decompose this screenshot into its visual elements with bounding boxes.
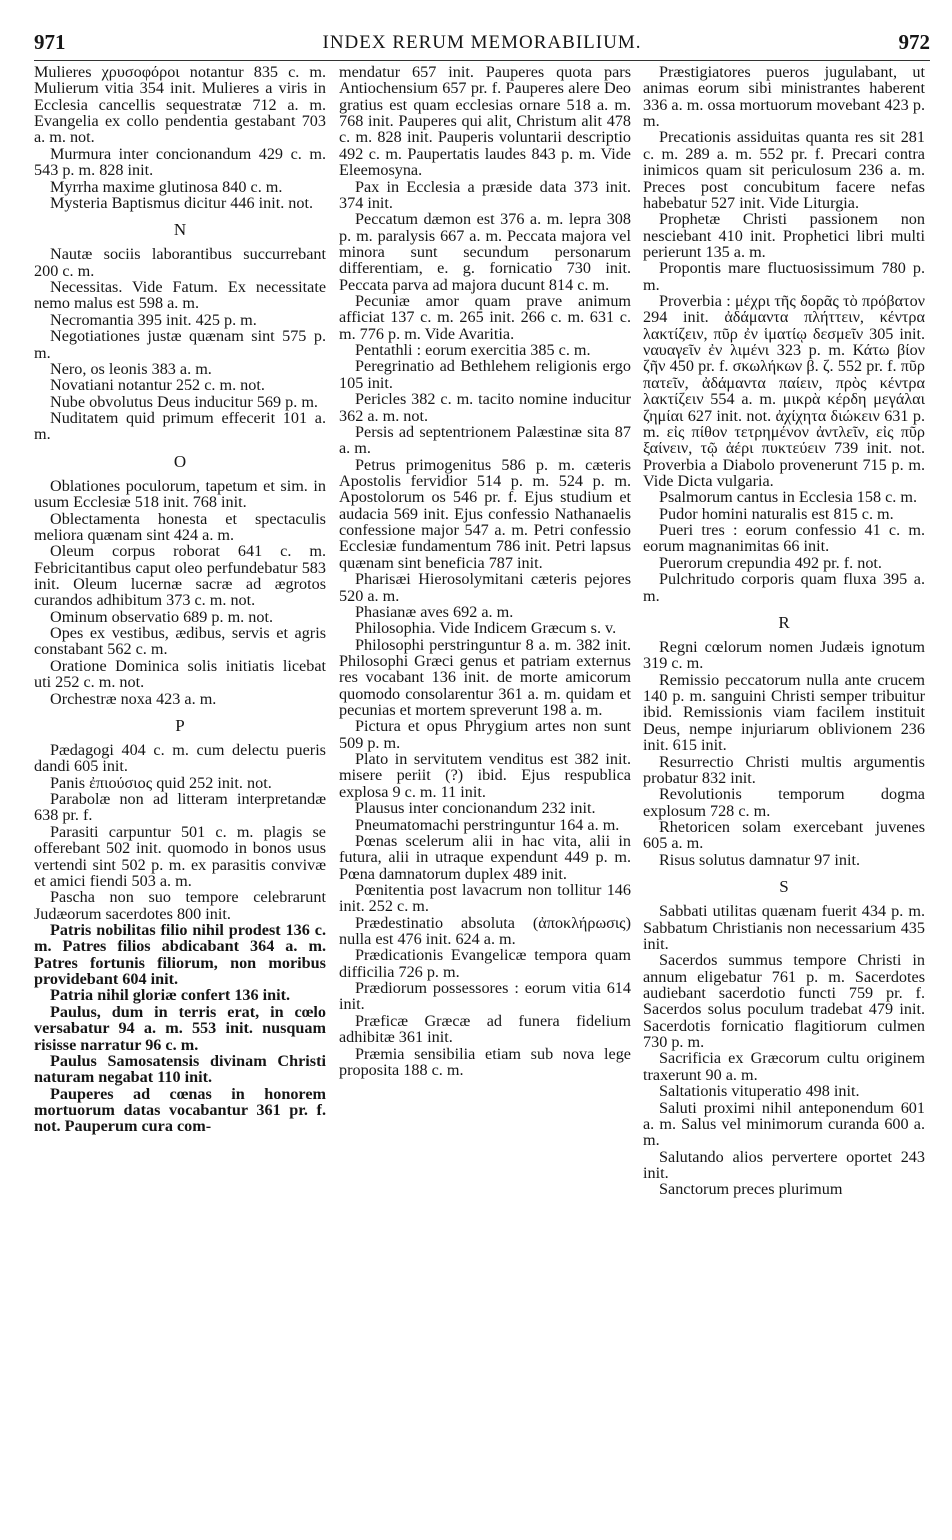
index-entry: Psalmorum cantus in Ecclesia 158 c. m. — [659, 488, 918, 507]
index-entry: Pecuniæ amor quam prave animum afficiat 137 c. m. 265 init. 266 c. m. 631 c. m. 776 p. m. Vide Avaritia. — [339, 292, 631, 343]
index-entry: Præstigiatores pueros jugulabant, ut animas eorum sibi ministrantes haberent 336 a. m. ossa mortuorum movebant 423 p. m. — [643, 64, 925, 131]
index-entry: Phasianæ aves 692 a. m. — [355, 602, 514, 621]
index-entry: Ominum observatio 689 p. m. not. — [50, 607, 274, 626]
index-entry: Salutando alios pervertere oportet 243 init. — [643, 1147, 925, 1182]
index-entry: Plausus inter concionandum 232 init. — [355, 799, 596, 818]
index-entry: Pharisæi Hierosolymitani cæteris pejores 520 a. m. — [339, 570, 631, 605]
index-entry: Paulus, dum in terris erat, in cœlo versabatur 94 a. m. 553 init. nusquam risisse narratur 96 c. m. — [34, 1002, 326, 1054]
index-entry: Remissio peccatorum nulla ante crucem 140 p. m. sanguini Christi semper tribuitur ibid. Remissionis viam facilem instituit Deus, nempe injuriarum oblivionem 236 init. 615 init. — [643, 670, 925, 755]
index-entry: Patria nihil gloriæ confert 136 init. — [50, 986, 291, 1005]
index-entry: Mysteria Baptismus dicitur 446 init. not. — [50, 193, 314, 212]
header-rule — [34, 60, 930, 61]
index-entry: Oratione Dominica solis initiatis licebat uti 252 c. m. not. — [34, 656, 326, 692]
index-entry: Revolutionis temporum dogma explosum 728 c. m. — [643, 785, 925, 820]
index-entry: Panis ἐπιούσιος quid 252 init. not. — [50, 773, 272, 792]
index-entry: Sacrificia ex Græcorum cultu originem traxerunt 90 a. m. — [643, 1049, 925, 1084]
index-entry: Parasiti carpuntur 501 c. m. plagis se offerebant 502 init. quomodo in bonos usus vertendi sint 502 p. m. ex parasitis convivæ et amici fiendi 503 a. m. — [34, 822, 326, 890]
index-entry: Pulchritudo corporis quam fluxa 395 a. m. — [643, 570, 925, 605]
index-entry: Proverbia : μέχρι τῆς δορᾶς τὸ πρόβατον 294 init. ἀδάμαντα πλήττειν, κέντρα λακτίζειν, πῦρ ἐν ἱματίῳ δεσμεῖν 305 init. ναυαγεῖν ἐν λιμένι 323 p. m. Κάτω βίον ζῆν 450 pr. f. σκωλήκων β. ζ. 552 pr. f. πῦρ πατεῖν, ἀδάμαντα παίειν, πρὸς κέντρα λακτίζειν 554 a. m. μικρὰ κέρδη μεγάλαι ζημίαι 627 init. not. ἀχίχητα διώκειν 631 p. m. εἰς πίθον τετρημένον ἀντλεῖν, εἰς πῦρ ξαίνειν, τῷ ἀέρι πυκτεύειν 739 init. not. Proverbia a Diabolo provenerunt 715 p. m. Vide Dicta vulgaria. — [643, 292, 925, 490]
index-entry: Sabbati utilitas quænam fuerit 434 p. m. Sabbatum Christianis non necessarium 435 init. — [643, 902, 925, 953]
index-entry: Saltationis vituperatio 498 init. — [659, 1082, 860, 1101]
section-letter: N — [173, 220, 187, 240]
index-entry: Nuditatem quid primum effecerit 101 a. m. — [34, 408, 326, 444]
index-entry: Precationis assiduitas quanta res sit 281 c. m. 289 a. m. 552 pr. f. Precari contra inimicos quam sit periculosum 236 a. m. Preces post concubitum facere nefas habebatur 527 init. Vide Liturgia. — [643, 128, 925, 212]
index-entry: Patris nobilitas filio nihil prodest 136 c. m. Patres filios abdicabant 364 a. m. Patres fortunis filiorum, non moribus providebant 604 init. — [34, 921, 326, 989]
section-letter: S — [779, 877, 789, 897]
index-entry: mendatur 657 init. Pauperes quota pars Antiochensium 657 pr. f. Pauperes alere Deo gratius est quam ecclesias ornare 518 a. m. 768 init. Pauperes qui alit, Christum alit 478 c. m. 828 init. Pauperis voluntarii descriptio 492 c. m. Paupertatis laudes 843 p. m. Vide Eleemosyna. — [339, 64, 631, 180]
index-entry: Myrrha maxime glutinosa 840 c. m. — [50, 177, 283, 196]
page-number-left: 971 — [34, 30, 66, 54]
index-column-2 — [339, 64, 631, 1526]
index-entry: Regni cœlorum nomen Judæis ignotum 319 c. m. — [643, 638, 925, 673]
index-entry: Pax in Ecclesia a præside data 373 init. 374 init. — [339, 177, 631, 212]
index-entry: Pauperes ad cœnas in honorem mortuorum datas vocabantur 361 pr. f. not. Pauperum cura com- — [34, 1084, 326, 1136]
index-entry: Præmia sensibilia etiam sub nova lege proposita 188 c. m. — [339, 1044, 631, 1079]
index-entry: Plato in servitutem venditus est 382 init. misere periit (?) ibid. Ejus respublica explosa 9 c. m. 11 init. — [339, 750, 631, 801]
index-entry: Saluti proximi nihil anteponendum 601 a. m. Salus vel minimorum curanda 600 a. m. — [643, 1098, 925, 1150]
index-entry: Pueri tres : eorum confessio 41 c. m. eorum magnanimitas 66 init. — [643, 521, 925, 556]
index-entry: Orchestræ noxa 423 a. m. — [50, 689, 217, 708]
index-entry: Prædiorum possessores : eorum vitia 614 init. — [339, 979, 631, 1014]
index-entry: Peccatum dæmon est 376 a. m. lepra 308 p. m. paralysis 667 a. m. Peccata majora vel minora sunt secundum personarum differentiam, e. g. fornicatio 730 init. Peccata parva ad majora ducunt 814 c. m. — [339, 210, 631, 294]
index-entry: Pascha non suo tempore celebrarunt Judæorum sacerdotes 800 init. — [34, 888, 326, 923]
index-entry: Rhetoricen solam exercebant juvenes 605 a. m. — [643, 817, 925, 853]
index-entry: Nero, os leonis 383 a. m. — [50, 359, 212, 378]
index-column-3 — [643, 64, 925, 1526]
index-entry: Pædagogi 404 c. m. cum delectu pueris dandi 605 init. — [34, 741, 326, 776]
index-entry: Necessitas. Vide Fatum. Ex necessitate nemo malus est 598 a. m. — [34, 278, 326, 313]
index-entry: Nube obvolutus Deus inducitur 569 p. m. — [50, 392, 318, 411]
index-entry: Philosophia. Vide Indicem Græcum s. v. — [355, 619, 617, 638]
index-entry: Pœnas scelerum alii in hac vita, alii in futura, alii in utraque expendunt 449 p. m. Pœna damnatorum duplex 489 init. — [339, 831, 631, 883]
index-entry: Novatiani notantur 252 c. m. not. — [50, 376, 265, 395]
index-entry: Negotiationes justæ quænam sint 575 p. m. — [34, 327, 326, 362]
index-entry: Sanctorum preces plurimum — [659, 1180, 843, 1199]
index-entry: Propontis mare fluctuosissimum 780 p. m. — [643, 259, 925, 294]
index-entry: Oblectamenta honesta et spectaculis meliora quænam sint 424 a. m. — [34, 509, 326, 544]
index-entry: Nautæ sociis laborantibus succurrebant 200 c. m. — [34, 245, 326, 280]
index-entry: Pneumatomachi perstringuntur 164 a. m. — [355, 815, 620, 834]
index-entry: Oblationes poculorum, tapetum et sim. in usum Ecclesiæ 518 init. 768 init. — [34, 476, 326, 512]
index-entry: Mulieres χρυσοφόροι notantur 835 c. m. Mulierum vitia 354 init. Mulieres a viris in Ecclesia cancellis sequestratæ 712 a. m. Evangelia ex collo pendentia gestabant 703 a. m. not. — [34, 64, 326, 147]
index-entry: Risus solutus damnatur 97 init. — [659, 850, 861, 869]
index-entry: Pudor homini naturalis est 815 c. m. — [659, 504, 894, 523]
index-entry: Prophetæ Christi passionem non nesciebant 410 init. Prophetici libri multi perierunt 135 a. m. — [643, 210, 925, 261]
index-entry: Paulus Samosatensis divinam Christi naturam negabat 110 init. — [34, 1051, 326, 1087]
index-entry: Peregrinatio ad Bethlehem religionis ergo 105 init. — [339, 357, 631, 392]
index-entry: Pœnitentia post lavacrum non tollitur 146 init. 252 c. m. — [339, 880, 631, 916]
section-letter: O — [173, 451, 187, 471]
running-title: INDEX RERUM MEMORABILIUM. — [322, 32, 642, 53]
index-entry: Necromantia 395 init. 425 p. m. — [50, 310, 257, 329]
index-column-1 — [34, 64, 326, 1526]
index-entry: Prædestinatio absoluta (ἀποκλήρωσις) nulla est 476 init. 624 a. m. — [339, 913, 631, 949]
index-entry: Opes ex vestibus, ædibus, servis et agris constabant 562 c. m. — [34, 624, 326, 659]
section-letter: R — [778, 612, 790, 632]
page-number-right: 972 — [898, 30, 930, 54]
index-entry: Resurrectio Christi multis argumentis probatur 832 init. — [643, 752, 925, 787]
index-entry: Præficæ Græcæ ad funera fidelium adhibitæ 361 init. — [339, 1011, 631, 1047]
page-header — [34, 30, 930, 58]
index-entry: Persis ad septentrionem Palæstinæ sita 87 a. m. — [339, 422, 631, 458]
index-entry: Oleum corpus roborat 641 c. m. Febricitantibus caput oleo perfundebatur 583 init. Oleum lucernæ sacræ ad ægrotos curandos adhibitum 373 c. m. not. — [34, 542, 326, 610]
index-entry: Prædicationis Evangelicæ tempora quam difficilia 726 p. m. — [339, 946, 631, 981]
index-entry: Philosophi perstringuntur 8 a. m. 382 init. Philosophi Græci genus et patriam externus res vocabant 136 init. de morte amicorum quomodo consolarentur 361 a. m. quidam et pecunias et mortem spreverunt 198 a. m. — [339, 635, 631, 720]
section-letter: P — [175, 715, 185, 735]
index-entry: Sacerdos summus tempore Christi in annum eligebatur 761 p. m. Sacerdotes audiebant sacerdotio functi 759 pr. f. Sacerdos solus poculum tradebat 479 init. Sacerdotis fornicatio flagitiorum culmen 730 p. m. — [643, 951, 925, 1052]
index-entry: Parabolæ non ad litteram interpretandæ 638 pr. f. — [34, 790, 326, 825]
index-entry: Murmura inter concionandum 429 c. m. 543 p. m. 828 init. — [34, 144, 326, 180]
index-entry: Pericles 382 c. m. tacito nomine inducitur 362 a. m. not. — [339, 390, 631, 425]
index-entry: Petrus primogenitus 586 p. m. cæteris Apostolis fervidior 514 p. m. 524 p. m. Apostolorum os 546 pr. f. Ejus studium et audacia 569 init. Ejus confessio Nathanaelis confessione major 547 a. m. Petri confessio Ecclesiæ fundamentum 786 init. Petri lapsus quænam sint beneficia 787 init. — [339, 455, 631, 572]
index-entry: Pictura et opus Phrygium artes non sunt 509 p. m. — [339, 717, 631, 752]
index-entry: Puerorum crepundia 492 pr. f. not. — [659, 553, 882, 572]
index-entry: Pentathli : eorum exercitia 385 c. m. — [355, 341, 591, 360]
